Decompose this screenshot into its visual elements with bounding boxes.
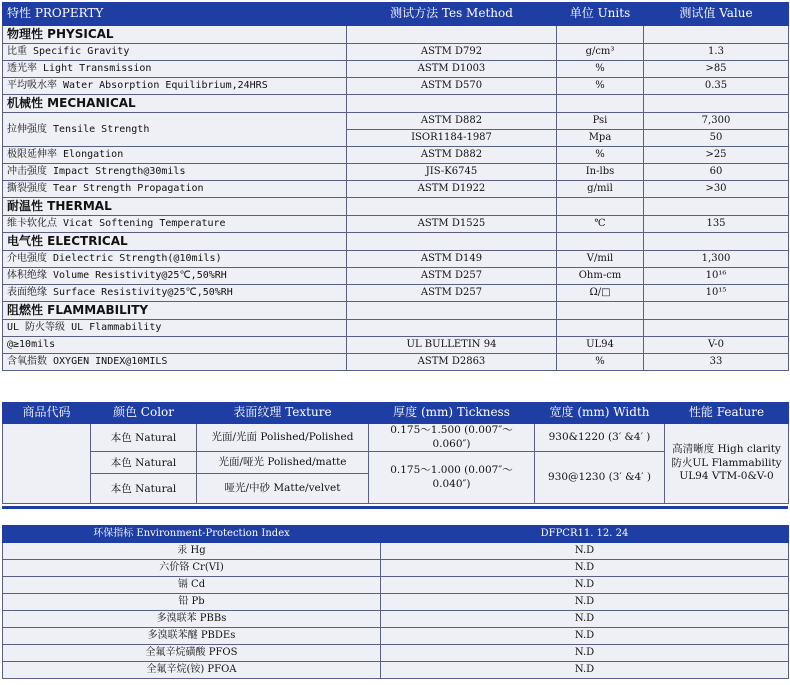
product-code <box>3 424 91 504</box>
property-name: 体积绝缘 Volume Resistivity@25℃,50%RH <box>3 268 347 285</box>
color-cell: 本色 Natural <box>91 424 197 452</box>
header-environment-index: 环保指标 Environment-Protection Index <box>3 526 381 543</box>
section-thermal: 耐温性 THERMAL <box>3 198 347 216</box>
table-row <box>3 354 789 371</box>
unit: V/mil <box>557 251 644 268</box>
unit: Mpa <box>557 130 644 147</box>
property-name: 维卡软化点 Vicat Softening Temperature <box>3 216 347 233</box>
header-property: 特性 PROPERTY <box>3 3 347 26</box>
width-cell: 930@1230 (3′ &4′ ) <box>535 452 665 504</box>
unit <box>557 320 644 337</box>
unit: In-lbs <box>557 164 644 181</box>
header-color: 颜色 Color <box>91 403 197 424</box>
unit: % <box>557 78 644 95</box>
table-row <box>3 662 789 679</box>
thickness-cell: 0.175～1.500 (0.007″～0.060″) <box>369 424 535 452</box>
value: 1,300 <box>644 251 789 268</box>
unit: % <box>557 61 644 78</box>
property-name: 撕裂强度 Tear Strength Propagation <box>3 181 347 198</box>
properties-table <box>2 2 789 371</box>
header-product-code: 商品代码 <box>3 403 91 424</box>
property-name: 冲击强度 Impact Strength@30mils <box>3 164 347 181</box>
property-name: 拉伸强度 Tensile Strength <box>3 113 347 147</box>
test-method: ASTM D1922 <box>347 181 557 198</box>
table-row <box>3 44 789 61</box>
substance: 多溴联苯 PBBs <box>3 611 381 628</box>
table-row <box>3 594 789 611</box>
section-row <box>3 198 789 216</box>
test-method: ASTM D2863 <box>347 354 557 371</box>
value: 1.3 <box>644 44 789 61</box>
table-row <box>3 181 789 198</box>
property-name: 透光率 Light Transmission <box>3 61 347 78</box>
substance: 多溴联苯醚 PBDEs <box>3 628 381 645</box>
table-row <box>3 320 789 337</box>
value: 135 <box>644 216 789 233</box>
property-name: 表面绝缘 Surface Resistivity@25℃,50%RH <box>3 285 347 302</box>
property-name: 介电强度 Dielectric Strength(@10mils) <box>3 251 347 268</box>
environment-table <box>2 525 789 679</box>
unit: g/mil <box>557 181 644 198</box>
result: N.D <box>381 560 789 577</box>
unit: % <box>557 354 644 371</box>
value <box>644 320 789 337</box>
texture-cell: 光面/光面 Polished/Polished <box>197 424 369 452</box>
result: N.D <box>381 611 789 628</box>
divider <box>2 506 788 509</box>
property-name: 比重 Specific Gravity <box>3 44 347 61</box>
test-method: ASTM D792 <box>347 44 557 61</box>
value: 60 <box>644 164 789 181</box>
texture-cell: 哑光/中砂 Matte/velvet <box>197 474 369 504</box>
header-units: 单位 Units <box>557 3 644 26</box>
table-row <box>3 285 789 302</box>
test-method: ASTM D570 <box>347 78 557 95</box>
value: 10¹⁶ <box>644 268 789 285</box>
texture-cell: 光面/哑光 Polished/matte <box>197 452 369 474</box>
test-method: ASTM D257 <box>347 268 557 285</box>
table-row <box>3 543 789 560</box>
table-row <box>3 337 789 354</box>
table-row <box>3 164 789 181</box>
table-row <box>3 78 789 95</box>
header-test-method: 测试方法 Tes Method <box>347 3 557 26</box>
section-mechanical: 机械性 MECHANICAL <box>3 95 347 113</box>
value: 0.35 <box>644 78 789 95</box>
unit: g/cm³ <box>557 44 644 61</box>
header-thickness: 厚度 (mm) Tickness <box>369 403 535 424</box>
table-row <box>3 560 789 577</box>
result: N.D <box>381 543 789 560</box>
substance: 汞 Hg <box>3 543 381 560</box>
table-row <box>3 251 789 268</box>
value: >30 <box>644 181 789 198</box>
table-row <box>3 577 789 594</box>
products-header-row <box>3 403 789 424</box>
result: N.D <box>381 662 789 679</box>
property-name: 含氧指数 OXYGEN INDEX@10MILS <box>3 354 347 371</box>
substance: 全氟辛烷磺酸 PFOS <box>3 645 381 662</box>
result: N.D <box>381 645 789 662</box>
properties-header-row <box>3 3 789 26</box>
property-name: 极限延伸率 Elongation <box>3 147 347 164</box>
substance: 镉 Cd <box>3 577 381 594</box>
unit: Ω/□ <box>557 285 644 302</box>
thickness-cell: 0.175～1.000 (0.007″～0.040″) <box>369 452 535 504</box>
value: 50 <box>644 130 789 147</box>
environment-header-row <box>3 526 789 543</box>
test-method: ISOR1184-1987 <box>347 130 557 147</box>
result: N.D <box>381 594 789 611</box>
property-name: @≥10mils <box>3 337 347 354</box>
test-method: ASTM D257 <box>347 285 557 302</box>
section-electrical: 电气性 ELECTRICAL <box>3 233 347 251</box>
header-width: 宽度 (mm) Width <box>535 403 665 424</box>
width-cell: 930&1220 (3′ &4′ ) <box>535 424 665 452</box>
unit: ℃ <box>557 216 644 233</box>
table-row <box>3 216 789 233</box>
section-row <box>3 95 789 113</box>
header-feature: 性能 Feature <box>665 403 789 424</box>
test-method: UL BULLETIN 94 <box>347 337 557 354</box>
section-physical: 物理性 PHYSICAL <box>3 26 347 44</box>
header-texture: 表面纹理 Texture <box>197 403 369 424</box>
test-method: JIS-K6745 <box>347 164 557 181</box>
section-flammability: 阻燃性 FLAMMABILITY <box>3 302 347 320</box>
value: V-0 <box>644 337 789 354</box>
products-table <box>2 402 789 504</box>
property-name: 平均吸水率 Water Absorption Equilibrium,24HRS <box>3 78 347 95</box>
section-row <box>3 233 789 251</box>
unit: UL94 <box>557 337 644 354</box>
value: >25 <box>644 147 789 164</box>
table-row <box>3 113 789 130</box>
test-method: ASTM D882 <box>347 147 557 164</box>
table-row <box>3 268 789 285</box>
result: N.D <box>381 628 789 645</box>
property-name: UL 防火等级 UL Flammability <box>3 320 347 337</box>
value: 7,300 <box>644 113 789 130</box>
substance: 铅 Pb <box>3 594 381 611</box>
value: 10¹⁵ <box>644 285 789 302</box>
test-method: ASTM D1525 <box>347 216 557 233</box>
table-row <box>3 147 789 164</box>
header-report-no: DFPCR11. 12. 24 <box>381 526 789 543</box>
unit: Psi <box>557 113 644 130</box>
test-method: ASTM D1003 <box>347 61 557 78</box>
section-row <box>3 26 789 44</box>
test-method: ASTM D882 <box>347 113 557 130</box>
table-row <box>3 424 789 452</box>
section-row <box>3 302 789 320</box>
table-row <box>3 645 789 662</box>
test-method <box>347 320 557 337</box>
test-method: ASTM D149 <box>347 251 557 268</box>
substance: 全氟辛烷(铵) PFOA <box>3 662 381 679</box>
unit: % <box>557 147 644 164</box>
feature-cell: 高清晰度 High clarity 防火UL Flammability UL94 VTM-0&V-0 <box>665 424 789 504</box>
table-row <box>3 61 789 78</box>
value: >85 <box>644 61 789 78</box>
color-cell: 本色 Natural <box>91 474 197 504</box>
unit: Ohm-cm <box>557 268 644 285</box>
header-value: 测试值 Value <box>644 3 789 26</box>
value: 33 <box>644 354 789 371</box>
table-row <box>3 611 789 628</box>
result: N.D <box>381 577 789 594</box>
substance: 六价铬 Cr(VI) <box>3 560 381 577</box>
color-cell: 本色 Natural <box>91 452 197 474</box>
table-row <box>3 628 789 645</box>
